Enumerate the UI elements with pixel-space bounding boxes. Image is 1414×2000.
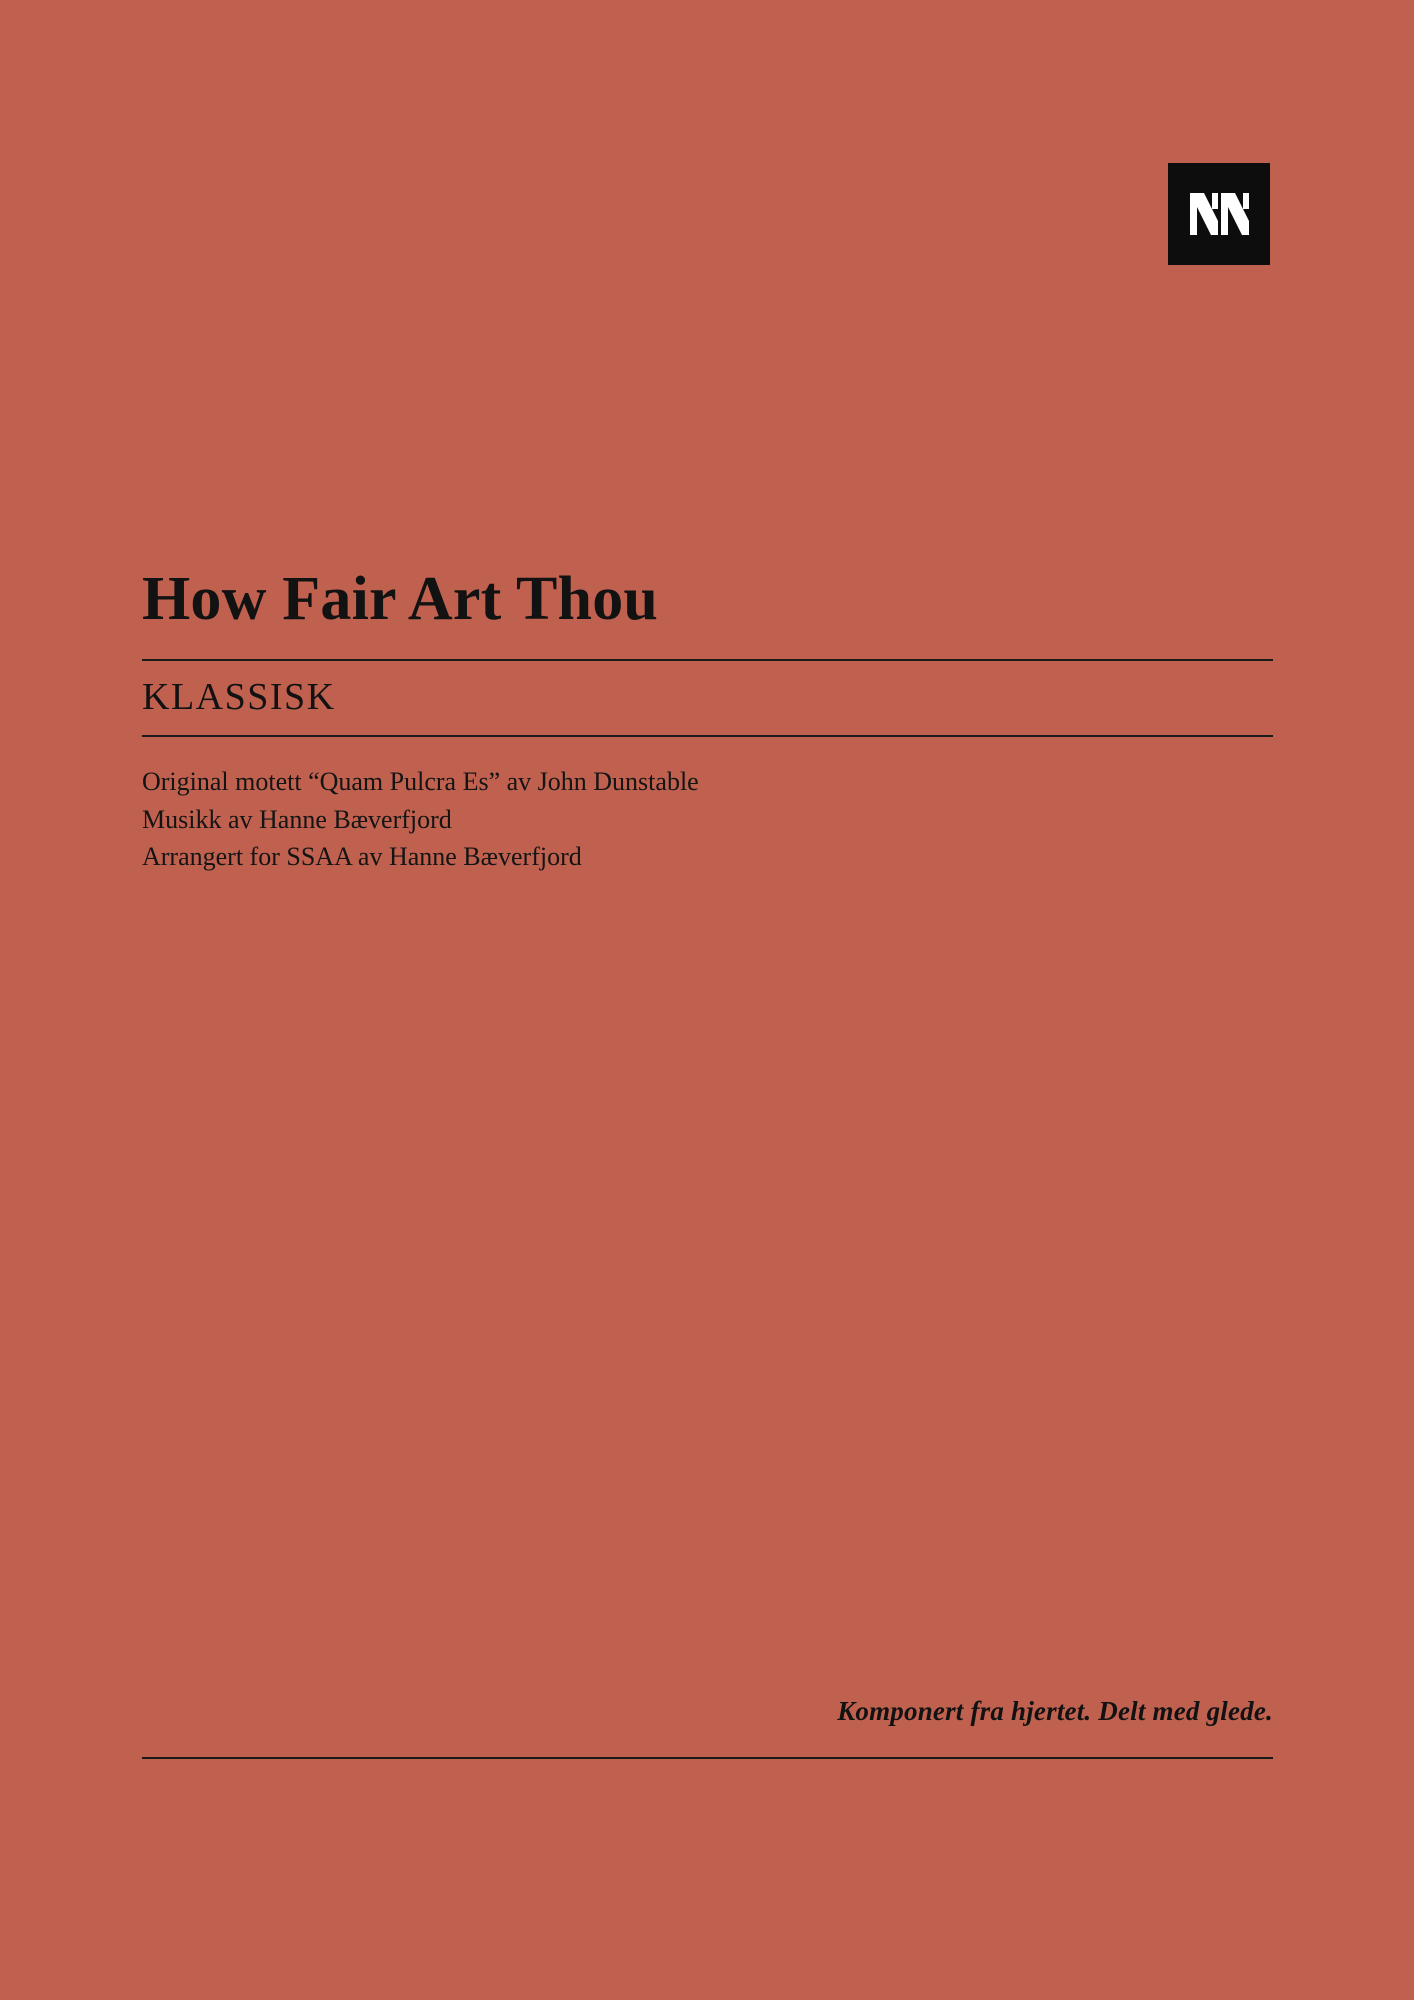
nn-monogram-icon xyxy=(1168,163,1270,265)
nn-monogram-logo xyxy=(1168,163,1270,265)
credits-list xyxy=(142,763,1273,875)
divider-bottom xyxy=(142,735,1273,737)
genre-label: KLASSISK xyxy=(142,676,336,719)
page-title: How Fair Art Thou xyxy=(142,565,659,633)
footer-tagline: Komponert fra hjertet. Delt med glede. xyxy=(837,1696,1273,1726)
footer-divider xyxy=(142,1757,1273,1759)
credit-line: Arrangert for SSAA av Hanne Bæverfjord xyxy=(142,842,582,872)
title-block xyxy=(142,565,1273,876)
footer xyxy=(142,1696,1273,1759)
credit-line: Musikk av Hanne Bæverfjord xyxy=(142,804,452,834)
divider-top xyxy=(142,659,1273,661)
credit-line: Original motett “Quam Pulcra Es” av John Dunstable xyxy=(142,767,699,797)
